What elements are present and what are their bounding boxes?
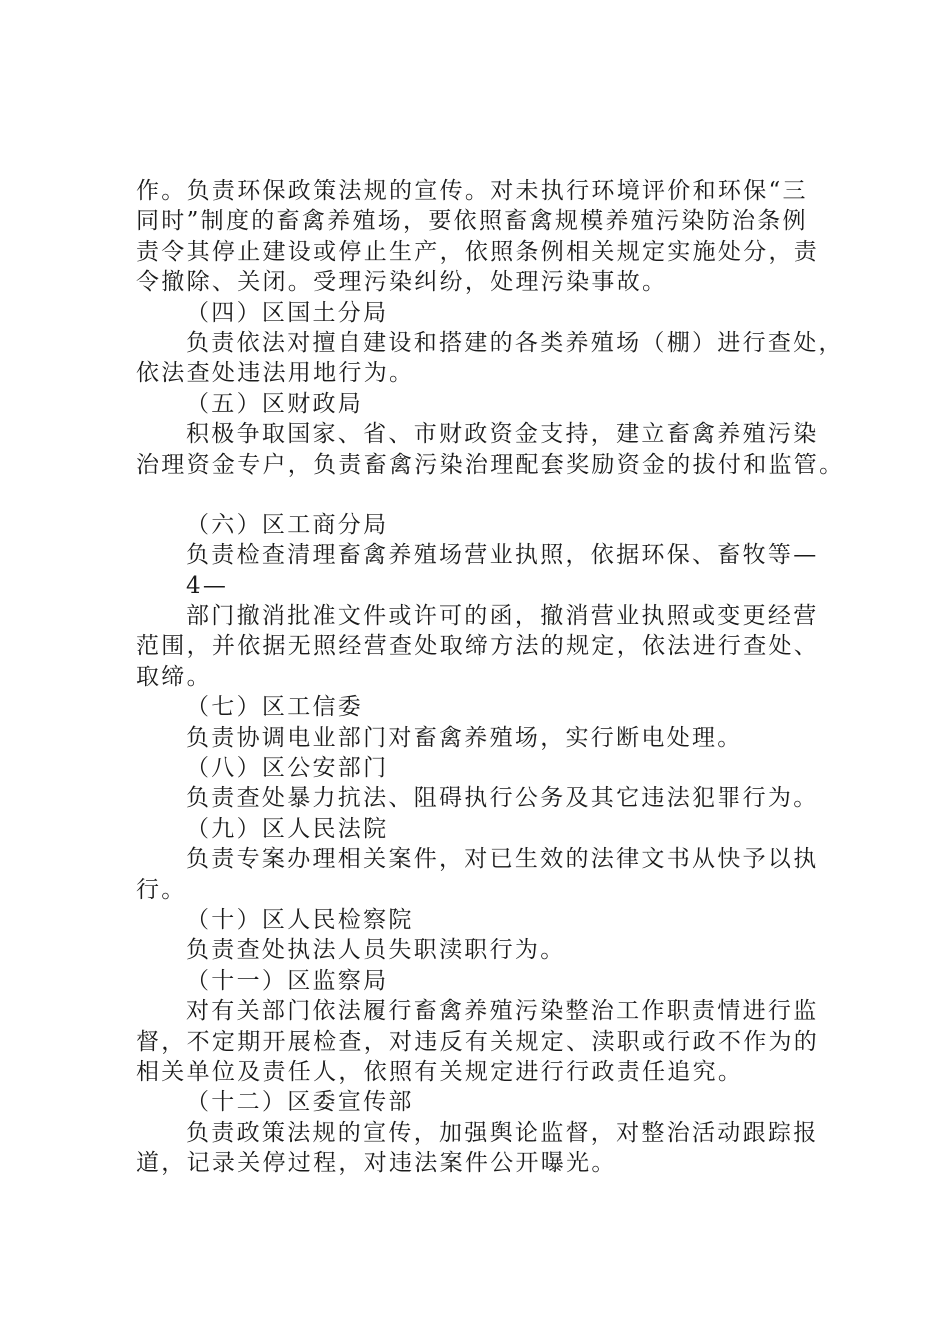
text-line: 负责检查清理畜禽养殖场营业执照，依据环保、畜牧等— — [186, 542, 819, 569]
text-line: 作。负责环保政策法规的宣传。对未执行环境评价和环保“三 — [136, 178, 808, 204]
document-body — [136, 176, 845, 1179]
section-heading: （九）区人民法院 — [186, 815, 389, 842]
section-heading: （十）区人民检察院 — [186, 906, 414, 933]
text-line: 治理资金专户，负责畜禽污染治理配套奖励资金的拔付和监管。 — [136, 451, 845, 478]
section-heading: （七）区工信委 — [186, 694, 364, 721]
text-line: 范围，并依据无照经营查处取缔方法的规定，依法进行查处、 — [136, 633, 820, 660]
text-line: 负责专案办理相关案件，对已生效的法律文书从快予以执 — [186, 846, 819, 873]
text-line: 负责查处执法人员失职渎职行为。 — [186, 937, 566, 964]
section-heading: （十二）区委宣传部 — [186, 1089, 414, 1116]
section-heading: （六）区工商分局 — [186, 511, 389, 538]
text-line: 行。 — [136, 876, 187, 903]
section-heading: （八）区公安部门 — [186, 755, 389, 782]
text-line: 对有关部门依法履行畜禽养殖污染整治工作职责情进行监 — [186, 998, 819, 1025]
text-line: 督，不定期开展检查，对违反有关规定、渎职或行政不作为的 — [136, 1028, 820, 1055]
text-line: 责令其停止建设或停止生产，依照条例相关规定实施处分，责 — [136, 238, 820, 265]
text-line: 部门撤消批准文件或许可的函，撤消营业执照或变更经营 — [186, 603, 819, 630]
text-line: 负责查处暴力抗法、阻碍执行公务及其它违法犯罪行为。 — [186, 785, 819, 812]
text-line: 同时”制度的畜禽养殖场，要依照畜禽规模养殖污染防治条例 — [136, 208, 808, 235]
text-line: 4— — [186, 572, 229, 599]
text-line: 负责依法对擅自建设和搭建的各类养殖场（棚）进行查处， — [186, 329, 844, 356]
paragraph-gap — [136, 480, 836, 510]
text-line: 依法查处违法用地行为。 — [136, 360, 415, 387]
text-line: 负责政策法规的宣传，加强舆论监督，对整治活动跟踪报 — [186, 1119, 819, 1146]
section-heading: （四）区国土分局 — [186, 299, 389, 326]
section-heading: （十一）区监察局 — [186, 967, 389, 994]
text-line: 道，记录关停过程，对违法案件公开曝光。 — [136, 1150, 617, 1177]
section-heading: （五）区财政局 — [186, 390, 364, 417]
text-line: 负责协调电业部门对畜禽养殖场，实行断电处理。 — [186, 724, 743, 751]
text-line: 相关单位及责任人，依照有关规定进行行政责任追究。 — [136, 1058, 744, 1085]
text-line: 令撤除、关闭。受理污染纠纷，处理污染事故。 — [136, 269, 668, 296]
text-line: 积极争取国家、省、市财政资金支持，建立畜禽养殖污染 — [186, 421, 819, 448]
text-line: 取缔。 — [136, 663, 212, 690]
